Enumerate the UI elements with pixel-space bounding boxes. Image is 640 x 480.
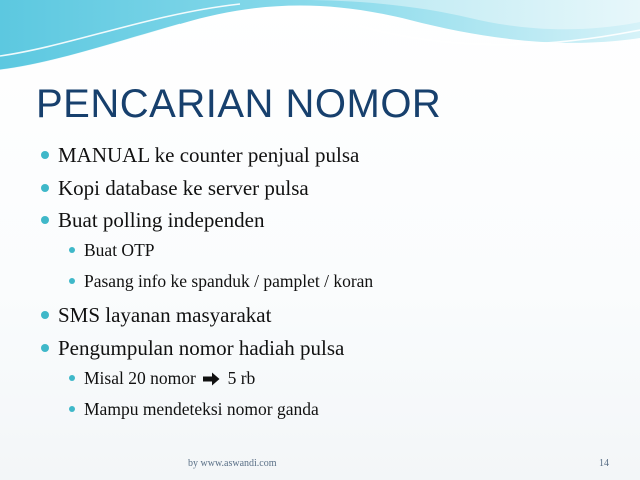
bullet-text: Kopi database ke server pulsa — [58, 176, 309, 200]
bullet-text: SMS layanan masyarakat — [58, 303, 272, 327]
sub-bullet-item — [84, 240, 155, 260]
slide-title: PENCARIAN NOMOR — [36, 82, 442, 126]
sub-bullet-item — [84, 399, 319, 419]
right-arrow-icon — [203, 372, 220, 386]
bullet-text: MANUAL ke counter penjual pulsa — [58, 143, 360, 167]
bullet-text: Mampu mendeteksi nomor ganda — [84, 399, 319, 419]
bullet-text: Buat OTP — [84, 240, 155, 260]
sub-bullet-item — [84, 271, 373, 291]
bullet-dot-icon — [69, 375, 75, 381]
bullet-text: Buat polling independen — [58, 208, 265, 232]
bullet-dot-icon — [41, 151, 49, 159]
bullet-text: 5 rb — [227, 368, 256, 388]
bullet-text: Pasang info ke spanduk / pamplet / koran — [84, 271, 374, 291]
header-wave-decoration — [0, 0, 640, 80]
bullet-item — [58, 176, 309, 200]
bullet-item — [58, 208, 264, 232]
bullet-dot-icon — [69, 278, 75, 284]
footer-credit: by www.aswandi.com — [188, 458, 277, 469]
bullet-dot-icon — [41, 344, 49, 352]
slide-number: 14 — [599, 458, 609, 469]
bullet-item — [58, 303, 271, 327]
bullet-text: Pengumpulan nomor hadiah pulsa — [58, 336, 345, 360]
bullet-item — [58, 143, 359, 167]
bullet-dot-icon — [69, 247, 75, 253]
sub-bullet-item — [84, 368, 255, 388]
bullet-item — [58, 336, 344, 360]
bullet-dot-icon — [69, 406, 75, 412]
bullet-dot-icon — [41, 216, 49, 224]
bullet-text: Misal 20 nomor — [84, 368, 196, 388]
bullet-dot-icon — [41, 311, 49, 319]
bullet-dot-icon — [41, 184, 49, 192]
